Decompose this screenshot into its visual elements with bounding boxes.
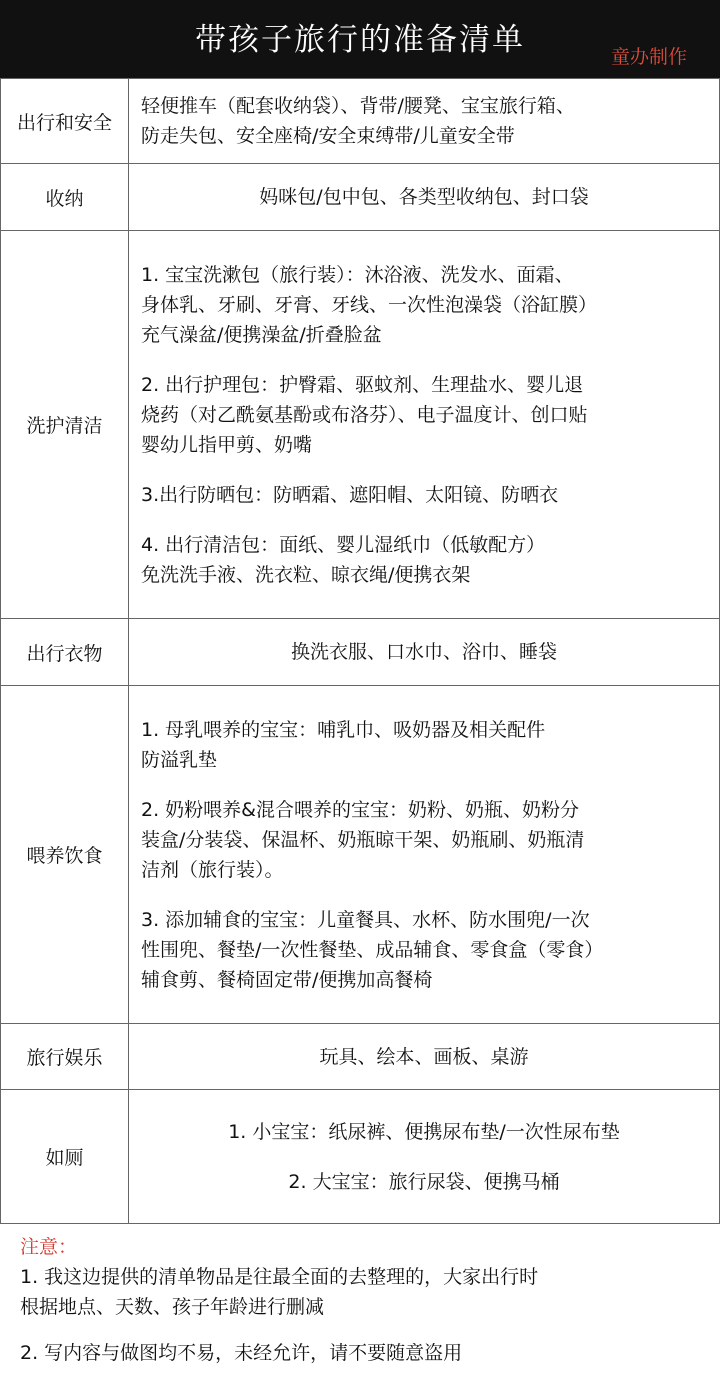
content-line: 2. 大宝宝：旅行尿袋、便携马桶 (288, 1170, 560, 1193)
note-item (20, 1262, 700, 1322)
note-line: 根据地点、天数、孩子年龄进行删减 (20, 1296, 325, 1318)
content-block (141, 260, 707, 350)
content-line: 洁剂（旅行装）。 (141, 858, 284, 881)
row-clothing (1, 619, 720, 686)
content-line: 烧药（对乙酰氨基酚或布洛芬）、电子温度计、创口贴 (141, 403, 588, 426)
content-line: 轻便推车（配套收纳袋）、背带/腰凳、宝宝旅行箱、 (141, 95, 575, 117)
content-block (141, 1167, 707, 1197)
content-block (141, 480, 707, 510)
content-block (141, 637, 707, 667)
notes-section (0, 1224, 720, 1368)
row-label: 出行和安全 (1, 79, 129, 164)
row-content (129, 79, 720, 164)
content-block (141, 91, 707, 151)
content-line: 辅食剪、餐椅固定带/便携加高餐椅 (141, 968, 433, 991)
row-content (129, 164, 720, 231)
content-block (141, 530, 707, 590)
maker-credit: 童办制作 (610, 46, 687, 68)
content-line: 妈咪包/包中包、各类型收纳包、封口袋 (259, 186, 589, 208)
note-line: 1. 我这边提供的清单物品是往最全面的去整理的，大家出行时 (20, 1266, 539, 1288)
row-toilet (1, 1090, 720, 1224)
content-line: 2. 出行护理包：护臀霜、驱蚊剂、生理盐水、婴儿退 (141, 373, 584, 396)
row-label: 洗护清洁 (1, 231, 129, 619)
content-line: 防溢乳垫 (141, 748, 218, 771)
notes-heading: 注意： (20, 1236, 78, 1258)
row-entertainment (1, 1024, 720, 1090)
content-line: 性围兜、餐垫/一次性餐垫、成品辅食、零食盒（零食） (141, 938, 604, 961)
row-storage (1, 164, 720, 231)
content-line: 2. 奶粉喂养&混合喂养的宝宝：奶粉、奶瓶、奶粉分 (141, 798, 579, 821)
content-block (141, 905, 707, 995)
content-line: 3.出行防晒包：防晒霜、遮阳帽、太阳镜、防晒衣 (141, 483, 559, 506)
content-block (141, 370, 707, 460)
content-line: 换洗衣服、口水巾、浴巾、睡袋 (290, 641, 557, 663)
row-content (129, 231, 720, 619)
row-label: 喂养饮食 (1, 686, 129, 1024)
content-line: 免洗洗手液、洗衣粒、晾衣绳/便携衣架 (141, 563, 471, 586)
header-bar (0, 0, 720, 78)
content-line: 婴幼儿指甲剪、奶嘴 (141, 433, 313, 456)
content-block (141, 1117, 707, 1147)
row-travel-safety (1, 79, 720, 164)
content-line: 4. 出行清洁包：面纸、婴儿湿纸巾（低敏配方） (141, 533, 546, 556)
content-line: 身体乳、牙刷、牙膏、牙线、一次性泡澡袋（浴缸膜） (141, 293, 598, 316)
content-block (141, 795, 707, 885)
row-washing-care (1, 231, 720, 619)
content-line: 玩具、绘本、画板、桌游 (319, 1045, 529, 1068)
row-label: 收纳 (1, 164, 129, 231)
checklist-table (0, 78, 720, 1224)
row-content (129, 1024, 720, 1090)
content-line: 防走失包、安全座椅/安全束缚带/儿童安全带 (141, 125, 515, 147)
content-line: 1. 宝宝洗漱包（旅行装）：沐浴液、洗发水、面霜、 (141, 263, 574, 286)
row-label: 出行衣物 (1, 619, 129, 686)
content-line: 充气澡盆/便携澡盆/折叠脸盆 (141, 323, 382, 346)
note-line: 2. 写内容与做图均不易，未经允许，请不要随意盗用 (20, 1342, 463, 1364)
row-content (129, 686, 720, 1024)
note-item (20, 1338, 700, 1368)
row-feeding (1, 686, 720, 1024)
row-content (129, 1090, 720, 1224)
page-title: 带孩子旅行的准备清单 (195, 21, 525, 58)
content-line: 1. 母乳喂养的宝宝：哺乳巾、吸奶器及相关配件 (141, 718, 546, 741)
row-content (129, 619, 720, 686)
content-line: 装盒/分装袋、保温杯、奶瓶晾干架、奶瓶刷、奶瓶清 (141, 828, 585, 851)
content-block (141, 182, 707, 212)
content-block (141, 715, 707, 775)
row-label: 如厕 (1, 1090, 129, 1224)
content-block (141, 1042, 707, 1072)
content-line: 3. 添加辅食的宝宝：儿童餐具、水杯、防水围兜/一次 (141, 908, 590, 931)
row-label: 旅行娱乐 (1, 1024, 129, 1090)
content-line: 1. 小宝宝：纸尿裤、便携尿布垫/一次性尿布垫 (228, 1120, 620, 1143)
